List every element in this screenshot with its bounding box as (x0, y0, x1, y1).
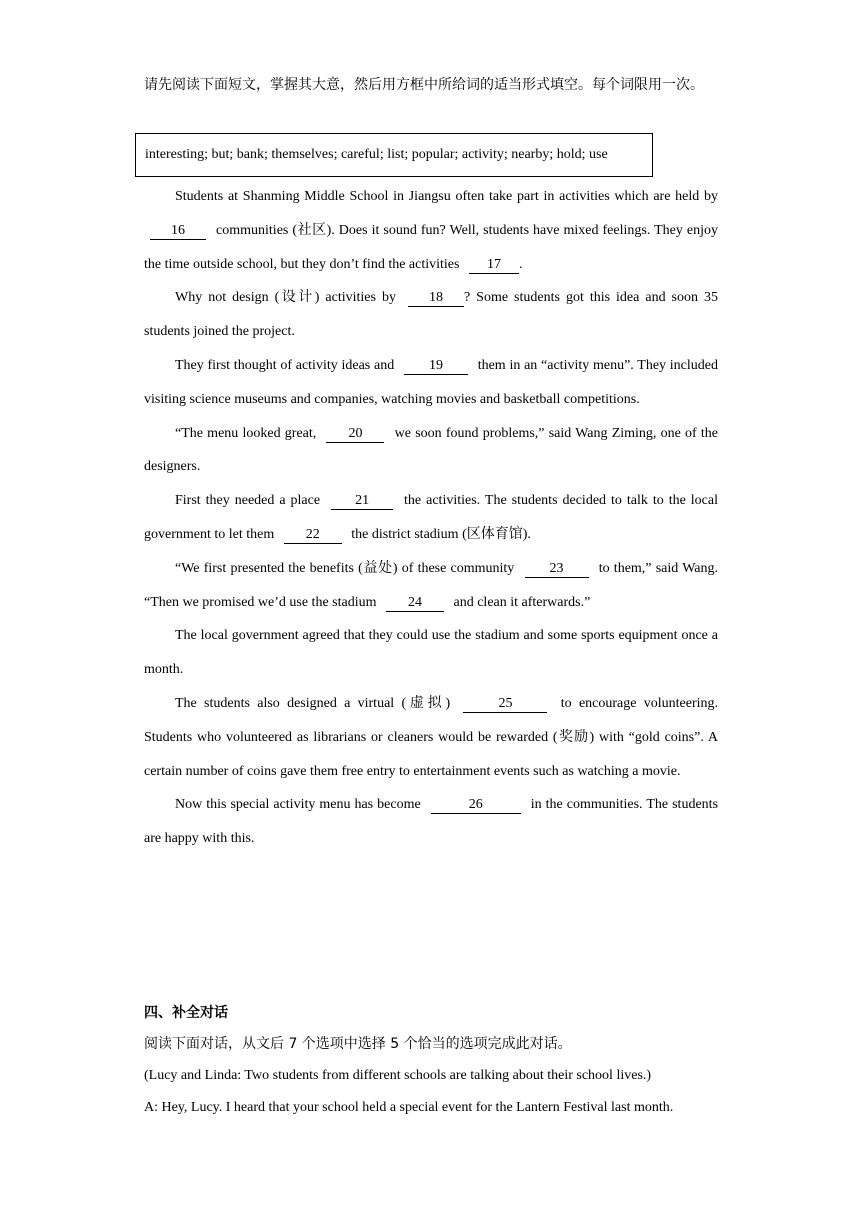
passage-paragraph-9 (144, 788, 718, 856)
paragraph-text: them in an “activity menu”. They included visiting science museums and companies, watching movies and basketball competitions. (144, 357, 719, 407)
blank-16: 16 (150, 223, 206, 240)
paragraph-text: ? Some students got this idea and soon 35 students joined the project. (144, 290, 718, 340)
blank-18: 18 (408, 290, 464, 307)
dialogue-section (144, 1004, 734, 1124)
blank-22: 22 (284, 527, 342, 544)
blank-17: 17 (469, 257, 519, 274)
dialogue-line-a: A: Hey, Lucy. I heard that your school held a special event for the Lantern Festival last month. (144, 1100, 674, 1115)
blank-24: 24 (386, 595, 444, 612)
paragraph-text: the activities. The students decided to talk to the local government to let them (144, 493, 718, 542)
dialogue-context: (Lucy and Linda: Two students from different schools are talking about their school lives.) (144, 1068, 652, 1083)
passage-paragraph-4 (144, 417, 718, 485)
passage-paragraph-5 (144, 484, 718, 552)
paragraph-text: in the communities. The students are happy with this. (144, 797, 718, 847)
passage-paragraph-8 (144, 687, 718, 788)
paragraph-text: the district stadium (区体育馆). (351, 526, 531, 542)
blank-21: 21 (331, 493, 393, 510)
paragraph-text: First they needed a place (175, 493, 321, 509)
passage-paragraph-2 (144, 281, 718, 349)
blank-25: 25 (463, 696, 547, 713)
paragraph-text: communities (社区). Does it sound fun? Well, students have mixed feelings. They enjoy the time outside school, but they don’t find the activities (144, 222, 718, 272)
cloze-passage (144, 180, 718, 856)
paragraph-text: They first thought of activity ideas and (175, 357, 395, 373)
paragraph-text: to encourage volunteering. Students who volunteered as librarians or cleaners would be rewarded (奖励) with “gold coins”. A certain number of coins gave them free entry to entertainment events such as watching a movie. (144, 695, 719, 779)
paragraph-text: . (518, 256, 523, 272)
section-heading: 四、补全对话 (144, 1005, 228, 1021)
passage-paragraph-3 (144, 349, 718, 417)
paragraph-text: The students also designed a virtual (虚拟) (175, 695, 451, 711)
blank-26: 26 (431, 797, 521, 814)
passage-paragraph-1 (144, 180, 718, 281)
paragraph-text: to them,” said Wang. “Then we promised we’d use the stadium (144, 560, 719, 610)
word-bank-text: interesting; but; bank; themselves; careful; list; popular; activity; nearby; hold; use (145, 147, 608, 162)
word-bank-box (135, 133, 653, 177)
blank-20: 20 (326, 426, 384, 443)
paragraph-text: and clean it afterwards.” (453, 594, 591, 610)
passage-paragraph-7 (144, 619, 718, 687)
paragraph-text: Students at Shanming Middle School in Jiangsu often take part in activities which are held by (175, 189, 718, 204)
dialogue-instructions: 阅读下面对话，从文后 7 个选项中选择 5 个恰当的选项完成此对话。 (144, 1036, 572, 1052)
blank-19: 19 (404, 358, 468, 375)
paragraph-text: we soon found problems,” said Wang Ziming, one of the designers. (144, 425, 719, 475)
paragraph-text: “We first presented the benefits (益处) of these community (175, 560, 515, 576)
paragraph-text: The local government agreed that they could use the stadium and some sports equipment once a month. (144, 628, 718, 678)
paragraph-text: “The menu looked great, (175, 425, 317, 441)
passage-paragraph-6 (144, 552, 718, 620)
blank-23: 23 (525, 561, 589, 578)
paragraph-text: Now this special activity menu has become (175, 797, 421, 813)
task-instructions: 请先阅读下面短文，掌握其大意，然后用方框中所给词的适当形式填空。每个词限用一次。 (144, 77, 704, 93)
paragraph-text: Why not design (设计) activities by (175, 290, 396, 306)
